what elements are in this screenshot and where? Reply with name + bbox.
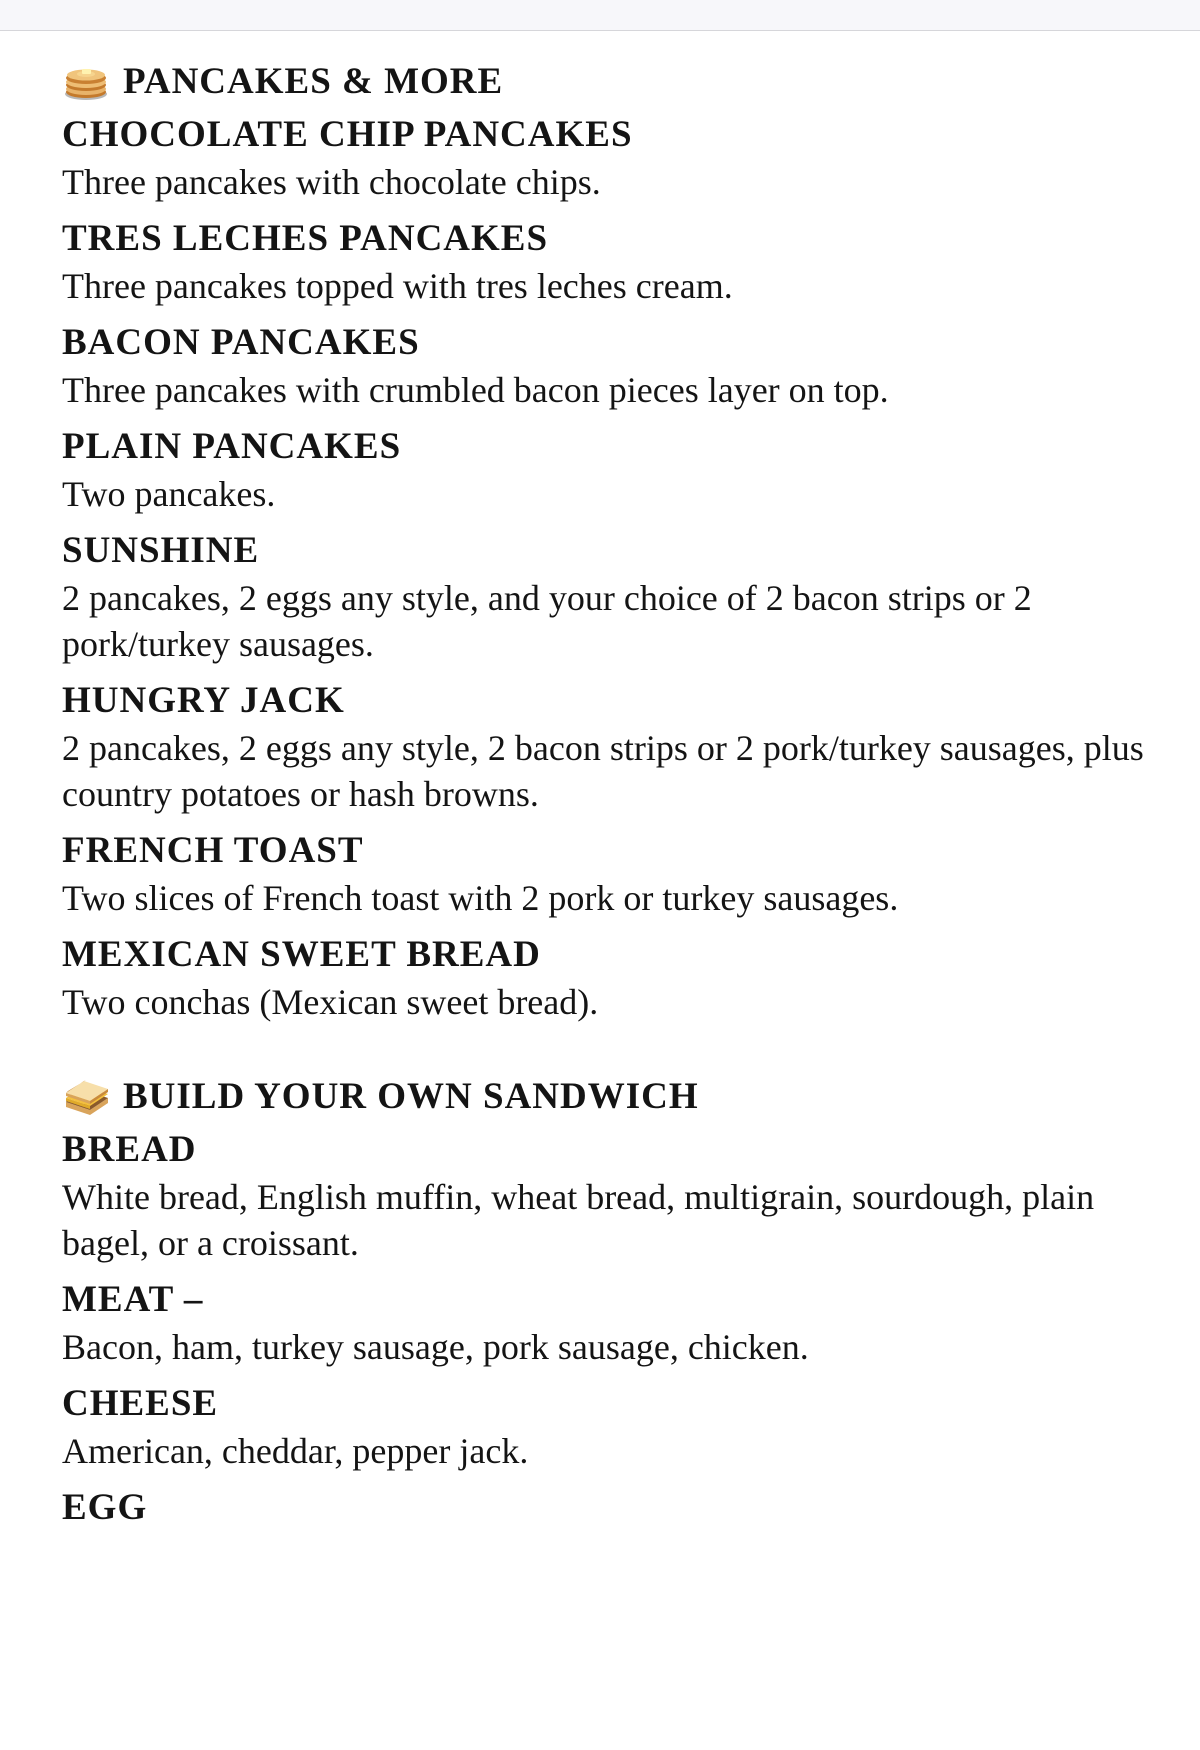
item-description: Three pancakes with chocolate chips. [62, 162, 601, 202]
section-header [62, 54, 1152, 110]
item-description: Two conchas (Mexican sweet bread). [62, 982, 599, 1022]
section-pancakes [62, 54, 1152, 1025]
menu-item [62, 1380, 1152, 1474]
item-name: MEXICAN SWEET BREAD [62, 934, 541, 975]
section-header [62, 1069, 1152, 1125]
menu-item [62, 1126, 1152, 1266]
item-description: 2 pancakes, 2 eggs any style, 2 bacon strips or 2 pork/turkey sausages, plus country potatoes or hash browns. [62, 728, 1144, 814]
menu-item [62, 931, 1152, 1025]
item-name: TRES LECHES PANCAKES [62, 218, 549, 259]
item-description: White bread, English muffin, wheat bread, multigrain, sourdough, plain bagel, or a croissant. [62, 1177, 1095, 1263]
item-name: FRENCH TOAST [62, 830, 364, 871]
menu-item [62, 319, 1152, 413]
menu-item [62, 215, 1152, 309]
section-sandwich [62, 1069, 1152, 1532]
menu-item [62, 827, 1152, 921]
item-name: HUNGRY JACK [62, 680, 345, 721]
item-description: Two slices of French toast with 2 pork or turkey sausages. [62, 878, 899, 918]
item-name: SUNSHINE [62, 530, 260, 571]
pancakes-icon [62, 61, 110, 103]
item-description: 2 pancakes, 2 eggs any style, and your choice of 2 bacon strips or 2 pork/turkey sausages. [62, 578, 1032, 664]
item-name: PLAIN PANCAKES [62, 426, 402, 467]
menu-content [62, 54, 1152, 1542]
item-name: CHEESE [62, 1383, 219, 1424]
item-name: EGG [62, 1487, 148, 1528]
menu-item [62, 677, 1152, 817]
item-name: BACON PANCAKES [62, 322, 420, 363]
item-description: Bacon, ham, turkey sausage, pork sausage, chicken. [62, 1327, 809, 1367]
top-bar [0, 0, 1200, 31]
item-description: Three pancakes topped with tres leches cream. [62, 266, 733, 306]
menu-item [62, 423, 1152, 517]
item-name: BREAD [62, 1129, 197, 1170]
menu-item [62, 1276, 1152, 1370]
menu-item [62, 1484, 1152, 1532]
item-description: Three pancakes with crumbled bacon pieces layer on top. [62, 370, 889, 410]
section-title: BUILD YOUR OWN SANDWICH [123, 1076, 699, 1117]
item-name: CHOCOLATE CHIP PANCAKES [62, 114, 633, 155]
item-name: MEAT – [62, 1279, 204, 1320]
menu-item [62, 111, 1152, 205]
menu-item [62, 527, 1152, 667]
item-description: American, cheddar, pepper jack. [62, 1431, 529, 1471]
sandwich-icon [62, 1076, 110, 1118]
item-description: Two pancakes. [62, 474, 276, 514]
section-title: PANCAKES & MORE [123, 61, 504, 102]
